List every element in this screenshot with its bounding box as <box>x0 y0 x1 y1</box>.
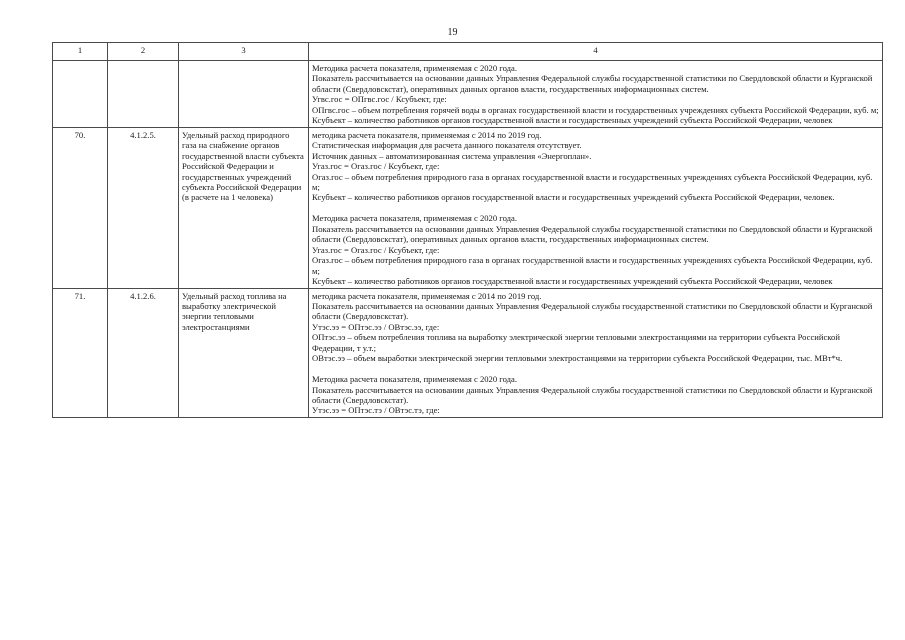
methodology-paragraph: ОВтэс.ээ – объем выработки электрической энергии тепловыми электростанциями на территории субъекта Российской Федерации, тыс. МВт*ч. <box>312 353 843 364</box>
methodology-paragraph: Показатель рассчитывается на основании данных Управления Федеральной службы государственной статистики по Свердловской области и Курганской области (Свердловскстат), оперативных данных органов власти, государственных информационных систем. <box>312 73 875 94</box>
methodology-paragraph: Утэс.ээ = ОПтэс.тэ / ОВтэс.тэ, где: <box>312 405 440 416</box>
indicator-code-cell: 4.1.2.5. <box>108 127 179 288</box>
table-body <box>53 61 883 418</box>
methodology-paragraph: Показатель рассчитывается на основании данных Управления Федеральной службы государственной статистики по Свердловской области и Курганской области (Свердловскстат), оперативных данных органов власти, государственных информационных систем. <box>312 223 875 245</box>
methodology-paragraph: Угаз.гос = Огаз.гос / Ксубъект, где: <box>312 244 440 255</box>
methodology-paragraph: Статистическая информация для расчета данного показателя отсутствует. <box>312 140 582 151</box>
table-row <box>53 127 883 288</box>
table-row <box>53 288 883 417</box>
methodology-paragraph: Угаз.гос = Огаз.гос / Ксубъект, где: <box>312 161 440 172</box>
methodology-paragraph: Угвс.гос = ОПгвс.гос / Ксубъект, где: <box>312 94 447 105</box>
paragraph-gap <box>312 203 879 213</box>
methodology-paragraph: методика расчета показателя, применяемая с 2014 по 2019 год. <box>312 290 542 301</box>
methodology-cell <box>309 288 883 417</box>
methodology-paragraph: ОПгвс.гос – объем потребления горячей воды в органах государственной власти и государственных учреждениях субъекта Российской Федерации, куб. м; <box>312 104 879 115</box>
methodology-paragraph: Ксубъект – количество работников органов государственной власти и государственных учреждений субъекта Российской Федерации, человек <box>312 276 833 287</box>
methodology-cell <box>309 61 883 128</box>
methodology-paragraph: Ксубъект – количество работников органов государственной власти и государственных учреждений субъекта Российской Федерации, человек <box>312 115 833 126</box>
methodology-paragraph: Огаз.гос – объем потребления природного газа в органах государственной власти и государственных учреждениях субъекта Российской Федерации, куб. м; <box>312 171 875 192</box>
methodology-paragraph: Источник данных – автоматизированная система управления «Энергоплан». <box>312 150 592 161</box>
table-row <box>53 61 883 128</box>
column-header: 3 <box>179 43 309 61</box>
indicator-code-cell: 4.1.2.6. <box>108 288 179 417</box>
methodology-paragraph: Методика расчета показателя, применяемая с 2020 года. <box>312 374 517 385</box>
column-header: 2 <box>108 43 179 61</box>
methodology-paragraph: Показатель рассчитывается на основании данных Управления Федеральной службы государственной статистики по Свердловской области и Курганской области (Свердловскстат). <box>312 384 875 406</box>
methodology-paragraph: Показатель рассчитывается на основании данных Управления Федеральной службы государственной статистики по Свердловской области и Курганской области (Свердловскстат). <box>312 300 875 322</box>
methodology-paragraph: ОПтэс.ээ – объем потребления топлива на выработку электрической энергии тепловыми электростанциями на территории субъекта Российской Федерации, т у.т.; <box>312 332 843 353</box>
row-number-cell: 70. <box>53 127 108 288</box>
page-number: 19 <box>447 27 458 38</box>
indicator-name-cell: Удельный расход топлива на выработку электрической энергии тепловыми электростанциями <box>179 288 309 417</box>
paragraph-gap <box>312 364 879 374</box>
table-header-row <box>53 43 883 61</box>
methodology-paragraph: Ксубъект – количество работников органов государственной власти и государственных учреждений субъекта Российской Федерации, человек. <box>312 192 835 203</box>
methodology-paragraph: Методика расчета показателя, применяемая с 2020 года. <box>312 213 517 224</box>
row-number-cell: 71. <box>53 288 108 417</box>
methodology-paragraph: Утэс.ээ = ОПтэс.ээ / ОВтэс.ээ, где: <box>312 321 440 332</box>
column-header: 4 <box>309 43 883 61</box>
column-header: 1 <box>53 43 108 61</box>
indicator-code-cell <box>108 61 179 128</box>
indicator-name-cell: Удельный расход природного газа на снабжение органов государственной власти субъекта Российской Федерации и государственных учреждений субъекта Российской Федерации (в расчете на 1 человека) <box>179 127 309 288</box>
indicator-name-cell <box>179 61 309 128</box>
methodology-cell <box>309 127 883 288</box>
indicator-table <box>52 42 883 418</box>
methodology-paragraph: методика расчета показателя, применяемая с 2014 по 2019 год. <box>312 129 542 140</box>
methodology-paragraph: Методика расчета показателя, применяемая с 2020 года. <box>312 63 517 73</box>
methodology-paragraph: Огаз.гос – объем потребления природного газа в органах государственной власти и государственных учреждениях субъекта Российской Федерации, куб. м; <box>312 255 875 276</box>
row-number-cell <box>53 61 108 128</box>
